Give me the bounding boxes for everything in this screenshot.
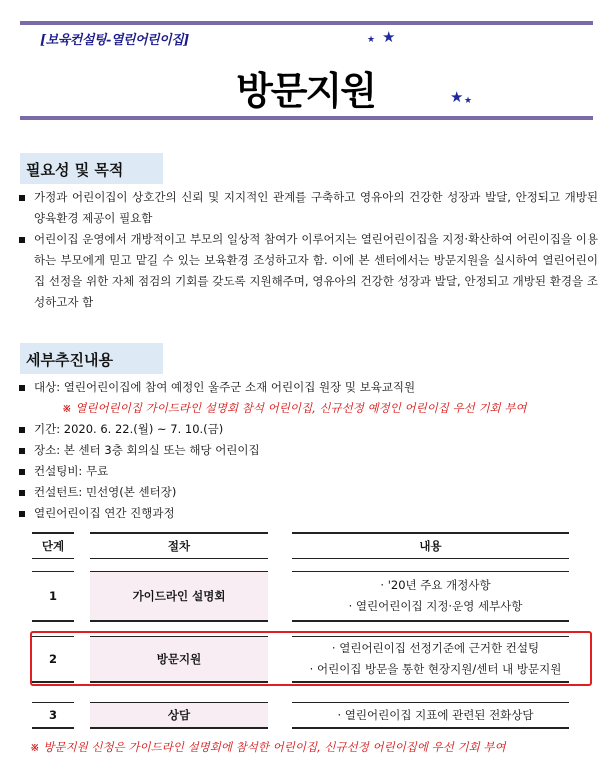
details-list [16,377,598,524]
star-icon: ★ [367,35,376,45]
bullet-square-icon [19,195,25,201]
bullet-square-icon [19,448,25,454]
header-bottom-bar [20,116,593,120]
table-row-procedure: 상담 [90,702,268,729]
table-row-step: 2 [32,636,74,683]
table-row-content: · '20년 주요 개정사항 · 열린어린이집 지정·운영 세부사항 [292,571,569,622]
bullet-square-icon [19,237,25,243]
table-row-content: · 열린어린이집 선정기준에 근거한 컨설팅 · 어린이집 방문을 통한 현장지원/센터 내 방문지원 [292,636,569,683]
table-row-step: 1 [32,571,74,622]
list-item: 어린이집 운영에서 개방적이고 부모의 일상적 참여가 이루어지는 열린어린이집을 지정·확산하여 어린이집을 이용하는 부모에게 믿고 맡길 수 있는 보육환경 조성하고자 함. 이에 본 센터에서는 방문지원을 실시하여 열린어린이집 선정을 위한 자체 점검의 기회를 갖도록 지원해주며, 영유아의 건강한 성장과 발달, 안정되고 개방된 환경을 조성하고자 함 [16,229,598,313]
target-note: ※ 열린어린이집 가이드라인 설명회 참석 어린이집, 신규선정 예정인 어린이집 우선 기회 부여 [62,401,527,415]
table-header-step: 단계 [32,532,74,559]
table-header-procedure: 절차 [90,532,268,559]
purpose-list [16,187,598,313]
footnote: ※ 방문지원 신청은 가이드라인 설명회에 참석한 어린이집, 신규선정 어린이집에 우선 기회 부여 [30,740,506,754]
bullet-square-icon [19,427,25,433]
section-details-label: 세부추진내용 [20,343,163,374]
page-title: 방문지원 [236,69,375,113]
list-item: 컨설팅비: 무료 [16,461,598,482]
list-item: 장소: 본 센터 3층 회의실 또는 해당 어린이집 [16,440,598,461]
list-item: 대상: 열린어린이집에 참여 예정인 울주군 소재 어린이집 원장 및 보육교직원 [16,377,598,398]
bullet-square-icon [19,469,25,475]
table-header-content: 내용 [292,532,569,559]
star-icon: ★ [450,88,464,106]
list-item: 열린어린이집 연간 진행과정 [16,503,598,524]
table-row-content: · 열린어린이집 지표에 관련된 전화상담 [292,702,569,729]
list-item: 가정과 어린이집이 상호간의 신뢰 및 지지적인 관계를 구축하고 영유아의 건강한 성장과 발달, 안정되고 개방된 양육환경 제공이 필요함 [16,187,598,229]
bullet-square-icon [19,490,25,496]
row-highlight-box [30,631,592,686]
bullet-square-icon [19,385,25,391]
list-item: 컨설턴트: 민선영(본 센터장) [16,482,598,503]
list-item: 기간: 2020. 6. 22.(월) ~ 7. 10.(금) [16,419,598,440]
header-top-bar [20,21,593,25]
header-subtitle: [보육컨설팅-열린어린이집] [40,33,189,48]
table-row-procedure: 방문지원 [90,636,268,683]
table-row-procedure: 가이드라인 설명회 [90,571,268,622]
table-row-step: 3 [32,702,74,729]
star-icon: ★ [464,96,473,106]
bullet-square-icon [19,511,25,517]
section-purpose-label: 필요성 및 목적 [20,153,163,184]
star-icon: ★ [382,28,396,46]
